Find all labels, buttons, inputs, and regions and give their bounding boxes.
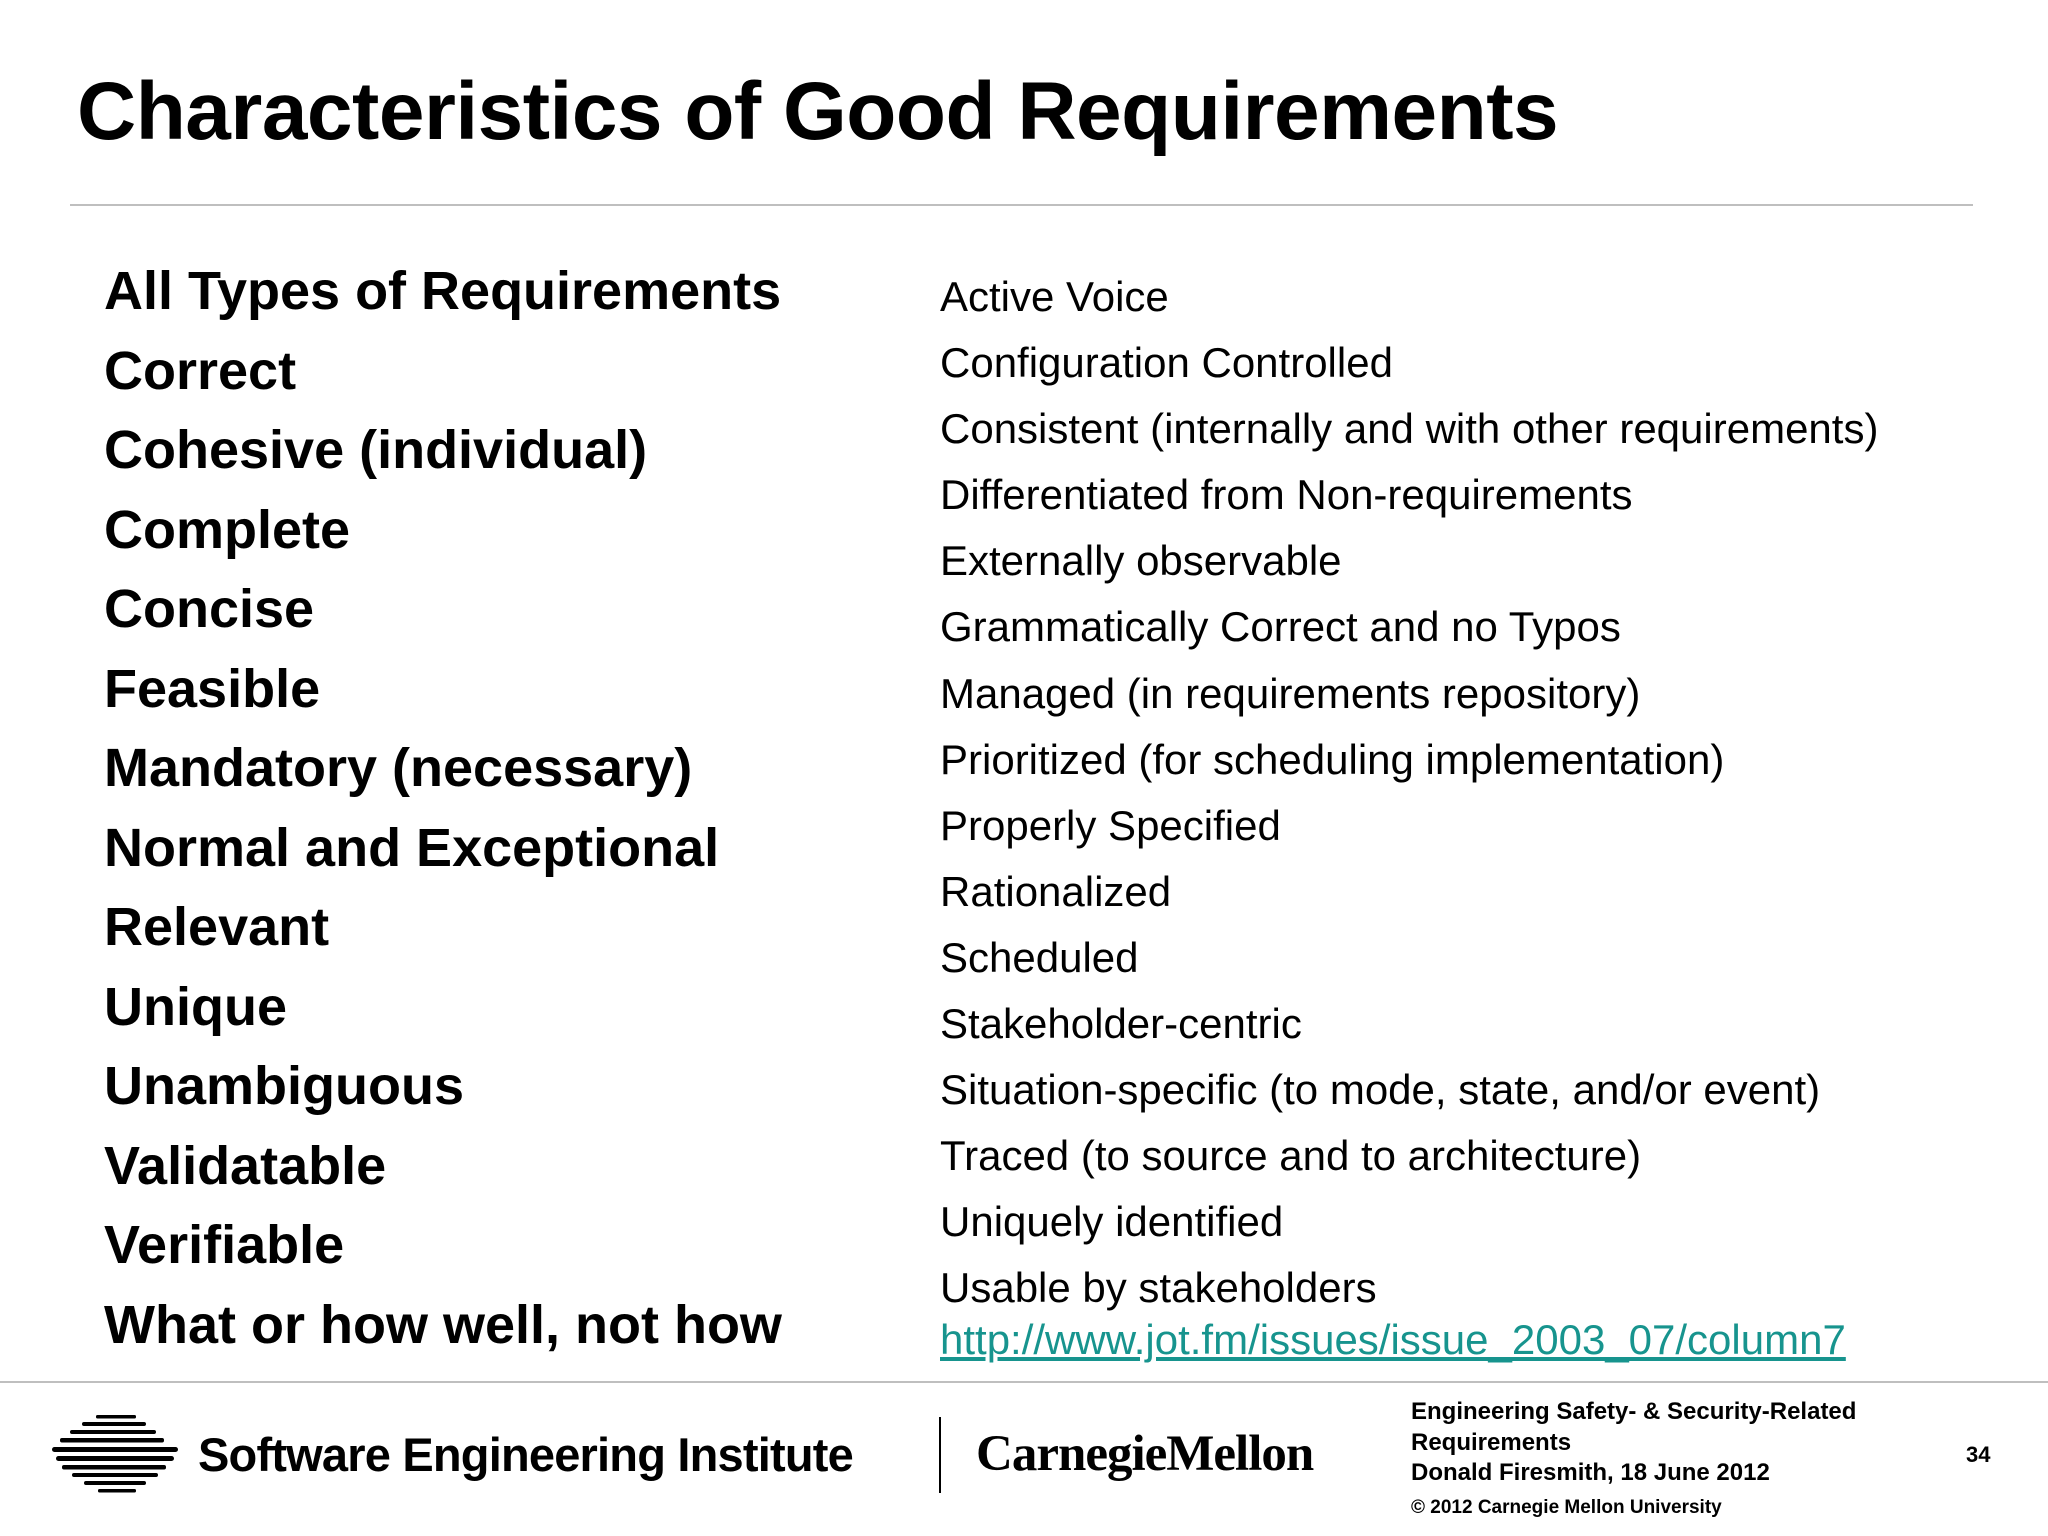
list-item: Unique	[104, 976, 287, 1037]
list-item: Cohesive (individual)	[104, 420, 648, 480]
list-item: Verifiable	[104, 1215, 345, 1275]
copyright: © 2012 Carnegie Mellon University	[1411, 1497, 1722, 1518]
list-item: Validatable	[104, 1135, 387, 1196]
list-item: Externally observable	[940, 537, 1342, 585]
list-item: Mandatory (necessary)	[104, 738, 693, 798]
list-item: All Types of Requirements	[104, 261, 782, 321]
list-item: Traced (to source and to architecture)	[940, 1132, 1642, 1180]
list-item: Scheduled	[940, 933, 1139, 981]
left-characteristics-list	[104, 252, 782, 1365]
slide-title: Characteristics of Good Requirements	[77, 66, 1559, 157]
list-item: Active Voice	[940, 273, 1169, 320]
list-item: Consistent (internally and with other requirements)	[940, 405, 1879, 453]
sei-name: Software Engineering Institute	[198, 1428, 853, 1481]
list-item: Concise	[104, 579, 315, 639]
list-item: Stakeholder-centric	[940, 1000, 1302, 1048]
list-item: Usable by stakeholders	[940, 1264, 1377, 1312]
list-item: Situation-specific (to mode, state, and/or event)	[940, 1066, 1821, 1114]
right-characteristics-list	[940, 264, 1878, 1322]
list-item: Configuration Controlled	[940, 339, 1393, 387]
footer-info-line: Engineering Safety- & Security-Related	[1411, 1398, 1857, 1425]
list-item: Rationalized	[940, 867, 1172, 915]
list-item: Uniquely identified	[940, 1198, 1284, 1246]
list-item: Prioritized (for scheduling implementation)	[940, 735, 1725, 783]
footer-info-line: Donald Firesmith, 18 June 2012	[1411, 1459, 1770, 1486]
list-item: Grammatically Correct and no Typos	[940, 603, 1621, 651]
list-item: Differentiated from Non-requirements	[940, 471, 1633, 519]
list-item: Properly Specified	[940, 801, 1281, 849]
list-item: Complete	[104, 499, 351, 560]
list-item: Feasible	[104, 658, 321, 719]
list-item: Relevant	[104, 897, 330, 957]
list-item: Normal and Exceptional	[104, 817, 720, 878]
footer-vertical-divider	[939, 1417, 941, 1493]
list-item: What or how well, not how	[104, 1294, 782, 1355]
source-link[interactable]: http://www.jot.fm/issues/issue_2003_07/column7	[940, 1316, 1846, 1363]
footer-divider	[0, 1381, 2048, 1383]
list-item: Correct	[104, 340, 297, 401]
footer-info-line: Requirements	[1411, 1428, 1572, 1456]
title-divider	[70, 204, 1973, 206]
sei-logo-icon	[52, 1414, 182, 1494]
list-item: Managed (in requirements repository)	[940, 669, 1641, 717]
cmu-logo-text: CarnegieMellon	[976, 1426, 1314, 1482]
footer-info	[1411, 1397, 1856, 1489]
list-item: Unambiguous	[104, 1056, 464, 1116]
page-number: 34	[1966, 1442, 1991, 1467]
